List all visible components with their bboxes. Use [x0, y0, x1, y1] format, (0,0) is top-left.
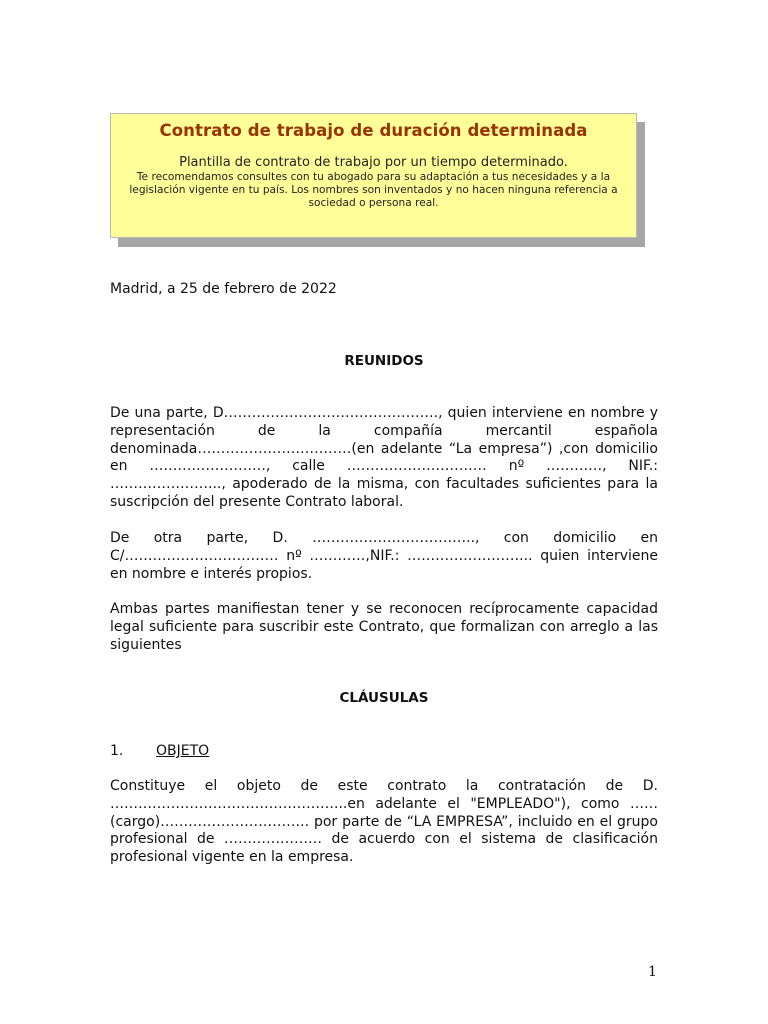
clause-text: Constituye el objeto de este contrato la contratación de D. …………………………………………...en adelante el "EMPLEADO"), como …… (cargo)………………………….. por parte de “LA EMPRESA”, incluido en el grupo profesional de ………………… de acuerdo con el sistema de clasificación profesional vigente en la empresa. [110, 778, 658, 866]
banner-subtitle: Plantilla de contrato de trabajo por un tiempo determinado. [179, 155, 568, 170]
heading-clausulas: CLÁUSULAS [339, 690, 429, 706]
template-banner [110, 113, 637, 238]
date-line: Madrid, a 25 de febrero de 2022 [110, 281, 337, 297]
page-number: 1 [648, 964, 657, 980]
banner-box [110, 113, 637, 238]
paragraph-second-party: De otra parte, D. …………………………….., con domicilio en C/…………………………… nº …………,NIF.: ……………………... quien interviene en nombre e interés propios. [110, 530, 658, 582]
clause-title: OBJETO [156, 743, 210, 759]
heading-reunidos: REUNIDOS [344, 353, 424, 369]
paragraph-capacity: Ambas partes manifiestan tener y se reconocen recíprocamente capacidad legal suficiente para suscribir este Contrato, que formalizan con arreglo a las siguientes [110, 601, 658, 653]
paragraph-first-party: De una parte, D………………………………………., quien interviene en nombre y representación de la compañía mercantil española denominada……………………………(en adelante “La empresa”) ,con domicilio en ……………………., calle ………………………… nº …………, NIF.: …………………..., apoderado de la misma, con facultades suficientes para la suscripción del presente Contrato laboral. [110, 405, 658, 510]
banner-title: Contrato de trabajo de duración determinada [159, 121, 588, 140]
banner-note: Te recomendamos consultes con tu abogado para su adaptación a tus necesidades y a la legislación vigente en tu país. Los nombres son inventados y no hacen ninguna referencia a sociedad o persona real. [129, 171, 618, 209]
clause-number: 1. [110, 743, 124, 759]
